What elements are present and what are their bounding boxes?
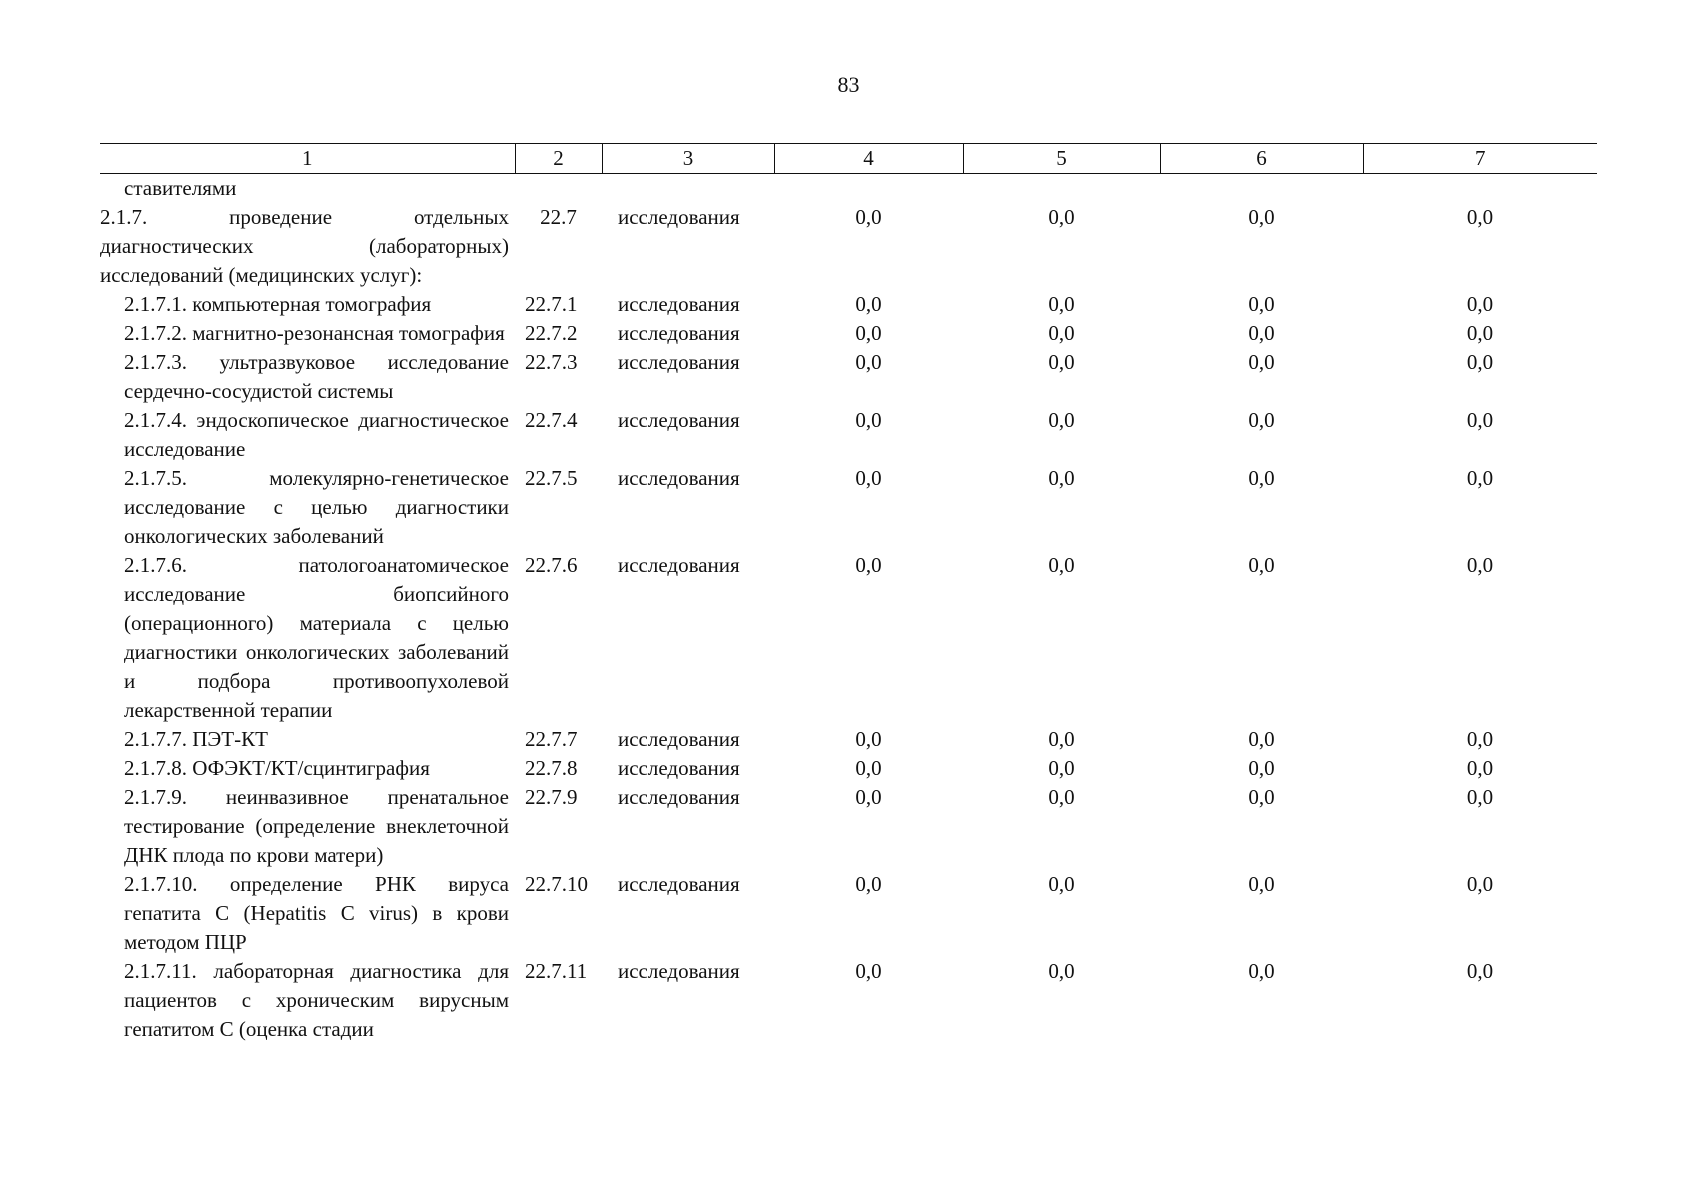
row-value-7: 0,0	[1466, 872, 1494, 896]
row-value-5: 0,0	[1048, 727, 1075, 751]
row-value-4: 0,0	[855, 408, 882, 432]
row-value-4: 0,0	[855, 553, 882, 577]
row-value-5: 0,0	[1048, 756, 1075, 780]
row-value-6: 0,0	[1248, 727, 1275, 751]
row-value-7: 0,0	[1466, 408, 1494, 432]
row-unit: исследования	[618, 205, 740, 229]
row-value-5: 0,0	[1048, 553, 1075, 577]
data-table	[100, 143, 1597, 1044]
row-value-4: 0,0	[855, 756, 882, 780]
row-code: 22.7.5	[525, 466, 578, 490]
row-value-6: 0,0	[1248, 466, 1275, 490]
row-value-4: 0,0	[855, 321, 882, 345]
row-value-5: 0,0	[1048, 408, 1075, 432]
row-value-7: 0,0	[1466, 785, 1494, 809]
table-row	[100, 783, 1597, 870]
row-value-6: 0,0	[1248, 872, 1275, 896]
row-value-7: 0,0	[1466, 350, 1494, 374]
row-unit: исследования	[618, 321, 740, 345]
row-name: 2.1.7.7. ПЭТ-КТ	[124, 727, 268, 751]
row-value-4: 0,0	[855, 959, 882, 983]
row-value-4: 0,0	[855, 727, 882, 751]
row-value-6: 0,0	[1248, 321, 1275, 345]
row-value-6: 0,0	[1248, 350, 1275, 374]
row-unit: исследования	[618, 785, 740, 809]
row-value-6: 0,0	[1248, 408, 1275, 432]
continuation-text: ставителями	[124, 176, 237, 200]
row-code: 22.7.3	[525, 350, 578, 374]
table-row	[100, 203, 1597, 290]
row-value-5: 0,0	[1048, 350, 1075, 374]
row-value-6: 0,0	[1248, 756, 1275, 780]
row-unit: исследования	[618, 727, 740, 751]
row-name: 2.1.7.8. ОФЭКТ/КТ/сцинтиграфия	[124, 756, 430, 780]
row-code: 22.7.6	[525, 553, 578, 577]
column-header-1: 1	[100, 144, 515, 174]
row-value-6: 0,0	[1248, 785, 1275, 809]
table-row	[100, 464, 1597, 551]
row-value-4: 0,0	[855, 350, 882, 374]
row-value-5: 0,0	[1048, 466, 1075, 490]
table-row	[100, 348, 1597, 406]
row-unit: исследования	[618, 408, 740, 432]
row-value-5: 0,0	[1048, 959, 1075, 983]
column-header-3: 3	[602, 144, 774, 174]
table-row	[100, 754, 1597, 783]
column-header-4: 4	[774, 144, 963, 174]
row-name: 2.1.7.11. лабораторная диагностика для пациентов с хроническим вирусным гепатитом С (оценка стадии	[124, 959, 509, 1041]
row-unit: исследования	[618, 959, 740, 983]
row-unit: исследования	[618, 756, 740, 780]
row-value-4: 0,0	[855, 466, 882, 490]
continuation-row	[100, 174, 1597, 204]
row-name: 2.1.7.6. патологоанатомическое исследование биопсийного (операционного) материала с целью диагностики онкологических заболеваний и подбора противоопухолевой лекарственной терапии	[124, 553, 509, 722]
row-code: 22.7.9	[525, 785, 578, 809]
row-value-5: 0,0	[1048, 205, 1075, 229]
header-row	[100, 144, 1597, 174]
row-unit: исследования	[618, 872, 740, 896]
table-row	[100, 406, 1597, 464]
row-value-5: 0,0	[1048, 785, 1075, 809]
row-code: 22.7.1	[525, 292, 578, 316]
row-value-4: 0,0	[855, 872, 882, 896]
table-row	[100, 290, 1597, 319]
row-value-4: 0,0	[855, 205, 882, 229]
row-name: 2.1.7.1. компьютерная томография	[124, 292, 432, 316]
row-code: 22.7	[540, 205, 577, 229]
table-row	[100, 870, 1597, 957]
row-value-6: 0,0	[1248, 205, 1275, 229]
row-value-6: 0,0	[1248, 553, 1275, 577]
row-code: 22.7.7	[525, 727, 578, 751]
row-value-7: 0,0	[1466, 292, 1494, 316]
row-unit: исследования	[618, 466, 740, 490]
row-value-7: 0,0	[1466, 756, 1494, 780]
row-name: 2.1.7.2. магнитно-резонансная томография	[124, 321, 505, 345]
table-header	[100, 144, 1597, 174]
table-body	[100, 174, 1597, 1045]
column-header-6: 6	[1160, 144, 1363, 174]
row-value-7: 0,0	[1466, 466, 1494, 490]
row-value-7: 0,0	[1466, 727, 1494, 751]
row-code: 22.7.2	[525, 321, 578, 345]
row-name: 2.1.7. проведение отдельных диагностических (лабораторных) исследований (медицинских услуг):	[100, 205, 509, 287]
row-name: 2.1.7.10. определение РНК вируса гепатита С (Hepatitis C virus) в крови методом ПЦР	[124, 872, 509, 954]
table-row	[100, 551, 1597, 725]
column-header-2: 2	[515, 144, 602, 174]
row-value-5: 0,0	[1048, 321, 1075, 345]
column-header-7: 7	[1363, 144, 1597, 174]
row-value-7: 0,0	[1466, 205, 1494, 229]
row-code: 22.7.10	[525, 872, 588, 896]
page-number: 83	[837, 72, 860, 97]
row-name: 2.1.7.9. неинвазивное пренатальное тестирование (определение внеклеточной ДНК плода по крови матери)	[124, 785, 509, 867]
table-row	[100, 319, 1597, 348]
row-value-4: 0,0	[855, 292, 882, 316]
row-value-4: 0,0	[855, 785, 882, 809]
table-row	[100, 725, 1597, 754]
column-header-5: 5	[963, 144, 1160, 174]
row-unit: исследования	[618, 350, 740, 374]
row-unit: исследования	[618, 292, 740, 316]
row-name: 2.1.7.4. эндоскопическое диагностическое исследование	[124, 408, 509, 461]
row-value-7: 0,0	[1466, 959, 1494, 983]
row-value-7: 0,0	[1466, 553, 1494, 577]
row-value-6: 0,0	[1248, 959, 1275, 983]
row-value-7: 0,0	[1466, 321, 1494, 345]
table-row	[100, 957, 1597, 1044]
row-value-5: 0,0	[1048, 872, 1075, 896]
row-unit: исследования	[618, 553, 740, 577]
row-code: 22.7.11	[525, 959, 588, 983]
row-name: 2.1.7.5. молекулярно-генетическое исследование с целью диагностики онкологических заболеваний	[124, 466, 509, 548]
row-code: 22.7.4	[525, 408, 578, 432]
row-name: 2.1.7.3. ультразвуковое исследование сердечно-сосудистой системы	[124, 350, 509, 403]
row-code: 22.7.8	[525, 756, 578, 780]
row-value-6: 0,0	[1248, 292, 1275, 316]
row-value-5: 0,0	[1048, 292, 1075, 316]
